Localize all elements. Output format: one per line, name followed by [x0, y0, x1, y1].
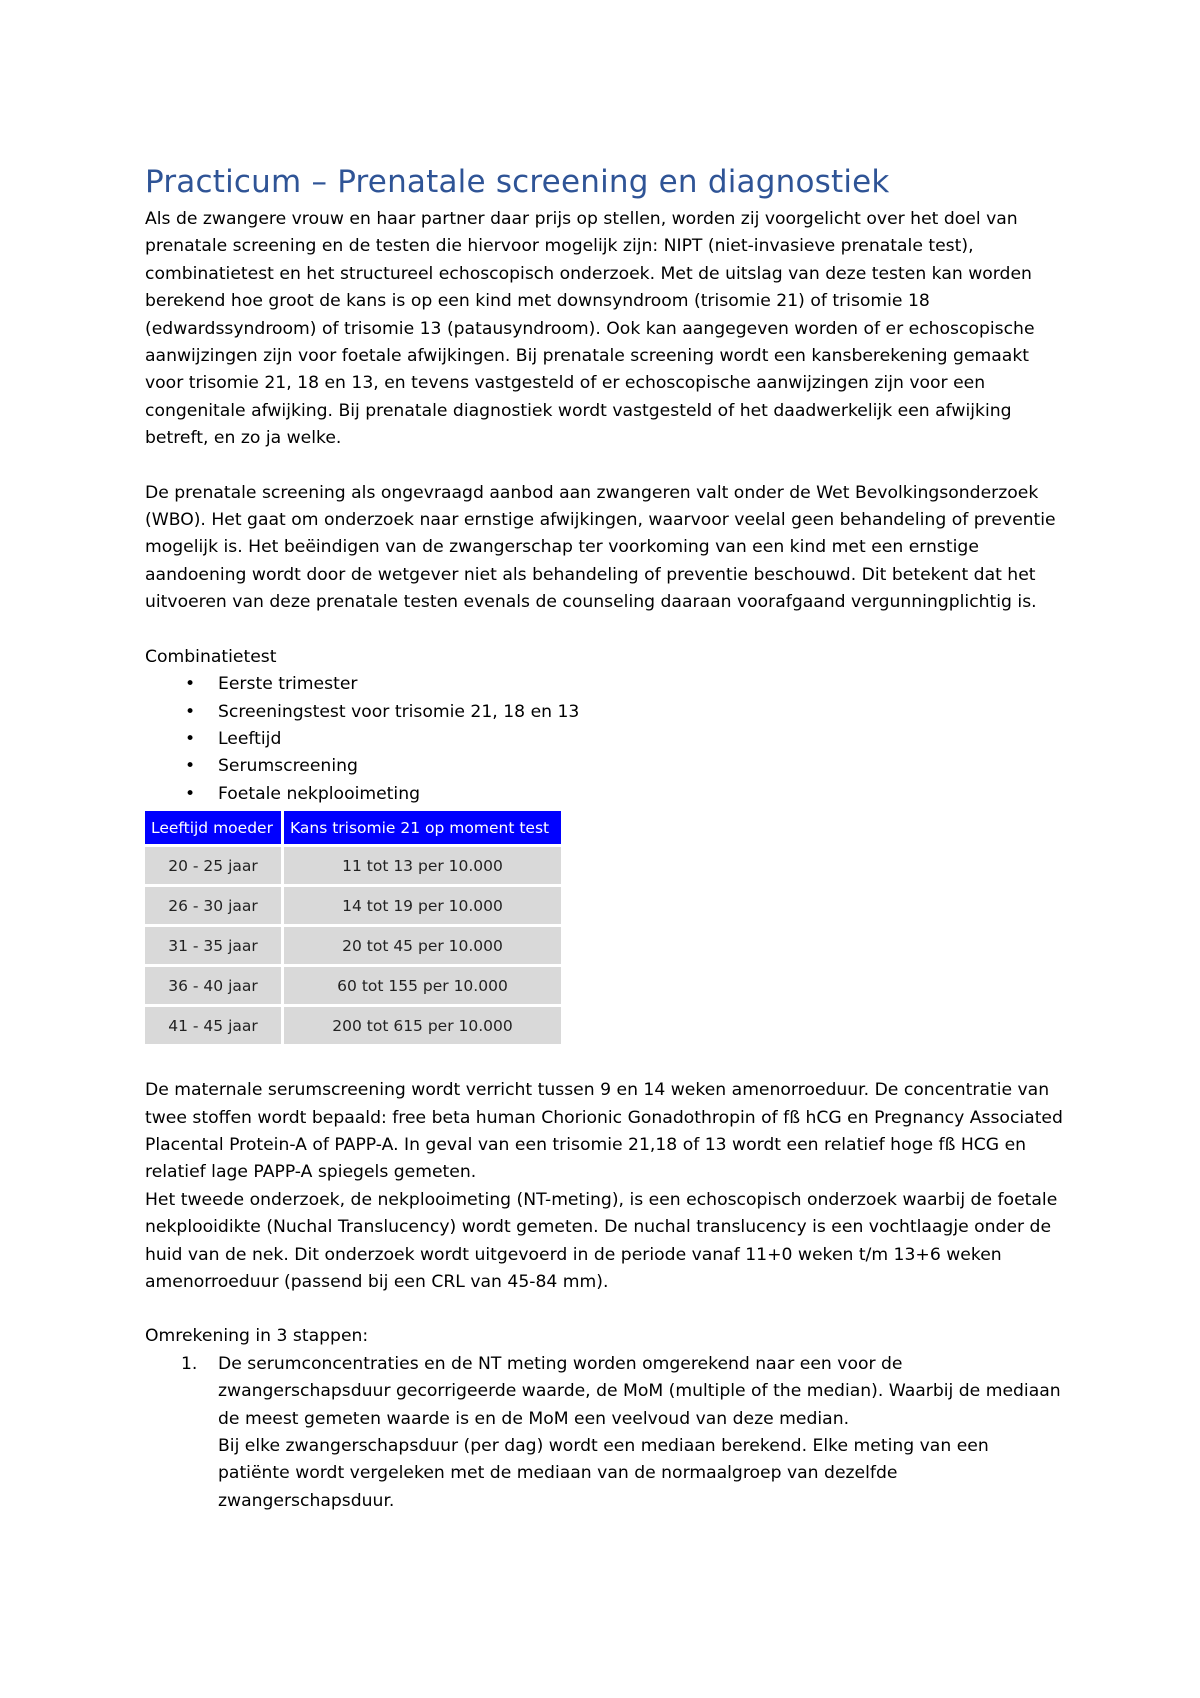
list-item: • Foetale nekplooimeting: [145, 781, 1065, 808]
table-row: [145, 887, 561, 924]
list-item: • Screeningstest voor trisomie 21, 18 en 13: [145, 699, 1065, 726]
table-cell-age: 20 - 25 jaar: [145, 847, 281, 884]
list-item: [145, 1351, 1065, 1515]
table-cell-age: 41 - 45 jaar: [145, 1007, 281, 1044]
table-cell-risk: 11 tot 13 per 10.000: [284, 847, 561, 884]
bullet-icon: •: [185, 783, 196, 804]
bullet-icon: •: [185, 674, 196, 695]
bullet-icon: •: [185, 701, 196, 722]
serumscreening-paragraph: De maternale serumscreening wordt verricht tussen 9 en 14 weken amenorroeduur. De concentratie van twee stoffen wordt bepaald: free beta human Chorionic Gonadothropin of fß hCG en Pregnancy Associated Placental Protein-A of PAPP-A. In geval van een trisomie 21,18 of 13 wordt een relatief hoge fß HCG en relatief lage PAPP-A spiegels gemeten.: [145, 1080, 1063, 1183]
document-content: [145, 164, 1065, 1515]
table-row: [145, 927, 561, 964]
table-header-row: [145, 811, 561, 844]
omrekening-steps: [145, 1351, 1065, 1515]
table-row: [145, 967, 561, 1004]
step-text: De serumconcentraties en de NT meting worden omgerekend naar een voor de zwangerschapsduur gecorrigeerde waarde, de MoM (multiple of the median). Waarbij de mediaan de meest gemeten waarde is en de MoM een veelvoud van deze median.: [218, 1353, 1061, 1429]
column-header-age: Leeftijd moeder: [145, 811, 281, 844]
step-number: 1.: [181, 1353, 198, 1374]
risk-table: [142, 808, 564, 1047]
table-cell-risk: 14 tot 19 per 10.000: [284, 887, 561, 924]
table-cell-risk: 60 tot 155 per 10.000: [284, 967, 561, 1004]
combinatietest-heading: Combinatietest: [145, 646, 277, 667]
list-item: • Eerste trimester: [145, 671, 1065, 698]
nekplooimeting-paragraph: Het tweede onderzoek, de nekplooimeting (NT-meting), is een echoscopisch onderzoek waarbij de foetale nekplooidikte (Nuchal Translucency) wordt gemeten. De nuchal translucency is een vochtlaagje onder de huid van de nek. Dit onderzoek wordt uitgevoerd in de periode vanaf 11+0 weken t/m 13+6 weken amenorroeduur (passend bij een CRL van 45-84 mm).: [145, 1189, 1058, 1292]
table-cell-age: 31 - 35 jaar: [145, 927, 281, 964]
table-row: [145, 847, 561, 884]
table-cell-risk: 20 tot 45 per 10.000: [284, 927, 561, 964]
column-header-risk: Kans trisomie 21 op moment test: [284, 811, 561, 844]
step-text-continued: Bij elke zwangerschapsduur (per dag) wordt een mediaan berekend. Elke meting van een patiënte wordt vergeleken met de mediaan van de normaalgroep van dezelfde zwangerschapsduur.: [218, 1436, 989, 1511]
bullet-icon: •: [185, 756, 196, 777]
wbo-paragraph: De prenatale screening als ongevraagd aanbod aan zwangeren valt onder de Wet Bevolkingsonderzoek (WBO). Het gaat om onderzoek naar ernstige afwijkingen, waarvoor veelal geen behandeling of preventie mogelijk is. Het beëindigen van de zwangerschap ter voorkoming van een kind met een ernstige aandoening wordt door de wetgever niet als behandeling of preventie beschouwd. Dit betekent dat het uitvoeren van deze prenatale testen evenals de counseling daaraan voorafgaand vergunningplichtig is.: [145, 482, 1056, 613]
table-cell-age: 36 - 40 jaar: [145, 967, 281, 1004]
intro-paragraph: Als de zwangere vrouw en haar partner daar prijs op stellen, worden zij voorgelicht over het doel van prenatale screening en de testen die hiervoor mogelijk zijn: NIPT (niet-invasieve prenatale test), combinatietest en het structureel echoscopisch onderzoek. Met de uitslag van deze testen kan worden berekend hoe groot de kans is op een kind met downsyndroom (trisomie 21) of trisomie 18 (edwardssyndroom) of trisomie 13 (patausyndroom). Ook kan aangegeven worden of er echoscopische aanwijzingen zijn voor foetale afwijkingen. Bij prenatale screening wordt een kansberekening gemaakt voor trisomie 21, 18 en 13, en tevens vastgesteld of er echoscopische aanwijzingen zijn voor een congenitale afwijking. Bij prenatale diagnostiek wordt vastgesteld of het daadwerkelijk een afwijking betreft, en zo ja welke.: [145, 209, 1035, 449]
list-item: • Serumscreening: [145, 753, 1065, 780]
list-item: • Leeftijd: [145, 726, 1065, 753]
table-cell-risk: 200 tot 615 per 10.000: [284, 1007, 561, 1044]
combinatietest-list: [145, 671, 1065, 808]
table-cell-age: 26 - 30 jaar: [145, 887, 281, 924]
page-title: Practicum – Prenatale screening en diagnostiek: [145, 164, 890, 200]
omrekening-heading: Omrekening in 3 stappen:: [145, 1326, 369, 1347]
bullet-icon: •: [185, 728, 196, 749]
table-row: [145, 1007, 561, 1044]
